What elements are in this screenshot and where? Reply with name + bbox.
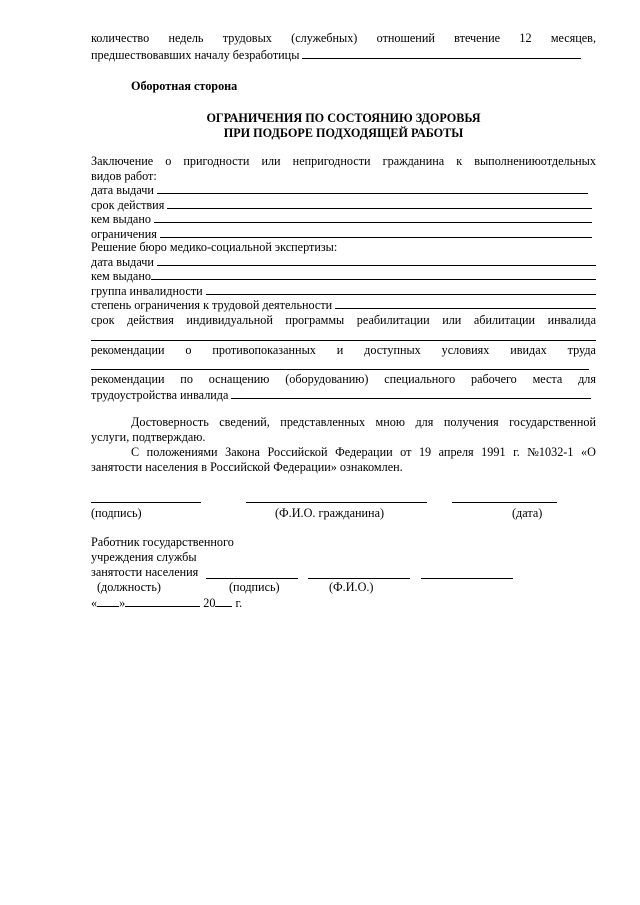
word: 12 xyxy=(519,31,532,45)
word: сведений, xyxy=(219,415,270,429)
intro-unemployment-weeks-blank[interactable] xyxy=(302,47,581,59)
word: индивидуальной xyxy=(186,313,273,327)
word: апреля xyxy=(438,445,474,459)
word: непригодности xyxy=(292,154,371,168)
citizen-fio-caption: (Ф.И.О. гражданина) xyxy=(275,506,385,520)
word: С xyxy=(131,445,140,459)
attest-p2-line-2: занятости населения в Российской Федерации» ознакомлен. xyxy=(91,460,403,474)
conclusion-validity-blank[interactable] xyxy=(167,197,592,209)
word: для xyxy=(578,372,596,386)
employee-fio-blank[interactable] xyxy=(421,578,513,579)
conclusion-restrictions-row: ограничения xyxy=(91,226,592,242)
mse-equip-blank[interactable] xyxy=(231,387,591,399)
employee-signature-blank[interactable] xyxy=(308,578,410,579)
mse-limitation-degree-row: степень ограничения к трудовой деятельности xyxy=(91,297,596,313)
word: от xyxy=(400,445,412,459)
mse-heading: Решение бюро медико-социальной экспертизы: xyxy=(91,240,338,254)
word: рекомендации xyxy=(91,372,165,386)
word: условиях xyxy=(441,343,490,357)
word: «О xyxy=(580,445,596,459)
employee-position-caption: (должность) xyxy=(97,580,161,594)
attest-p1-line-1 xyxy=(131,415,596,430)
word: пригодности xyxy=(183,154,250,168)
mse-disability-group-row: группа инвалидности xyxy=(91,283,596,299)
word: №1032-1 xyxy=(527,445,574,459)
word: по xyxy=(180,372,193,386)
conclusion-issue-date-blank[interactable] xyxy=(157,182,588,194)
conclusion-restrictions-blank[interactable] xyxy=(160,226,592,238)
word: действия xyxy=(127,313,174,327)
mse-recommend-blank[interactable] xyxy=(91,369,589,370)
word: оснащению xyxy=(208,372,270,386)
employee-line-2: учреждения службы xyxy=(91,550,197,564)
word: или xyxy=(442,313,462,327)
mse-issued-by-row: кем выдано xyxy=(91,268,596,284)
word: выполнениюотдельных xyxy=(474,154,596,168)
citizen-date-blank[interactable] xyxy=(452,502,557,503)
word: положениями xyxy=(146,445,218,459)
word: мною xyxy=(375,415,405,429)
mse-issue-date-row: дата выдачи xyxy=(91,254,596,270)
word: программы xyxy=(285,313,345,327)
employee-date-row: « » 20 г. xyxy=(91,596,243,610)
employee-signature-caption: (подпись) xyxy=(229,580,280,594)
word: доступных xyxy=(364,343,421,357)
word: отношений xyxy=(376,31,435,45)
word: для xyxy=(415,415,434,429)
word: противопоказанных xyxy=(212,343,316,357)
employee-month-blank[interactable] xyxy=(125,595,200,607)
conclusion-issue-date-row: дата выдачи xyxy=(91,182,588,198)
title-line-1: ОГРАНИЧЕНИЯ ПО СОСТОЯНИЮ ЗДОРОВЬЯ xyxy=(206,111,481,125)
intro-line-1 xyxy=(91,31,596,46)
mse-recommend-line xyxy=(91,343,596,358)
word: получения xyxy=(443,415,499,429)
citizen-fio-blank[interactable] xyxy=(246,502,427,503)
mse-ipr-blank[interactable] xyxy=(91,340,596,341)
word: или xyxy=(261,154,281,168)
word: о xyxy=(185,343,192,357)
word: представленных xyxy=(280,415,366,429)
employee-line-3: занятости населения xyxy=(91,565,199,579)
conclusion-issued-by-blank[interactable] xyxy=(154,211,592,223)
mse-disability-group-blank[interactable] xyxy=(206,283,596,295)
word: месяцев, xyxy=(550,31,596,45)
mse-issue-date-blank[interactable] xyxy=(157,254,596,266)
employee-year-blank[interactable] xyxy=(215,595,232,607)
reverse-side-label: Оборотная сторона xyxy=(131,79,238,93)
title-line-2: ПРИ ПОДБОРЕ ПОДХОДЯЩЕЙ РАБОТЫ xyxy=(223,126,464,140)
conclusion-validity-row: срок действия xyxy=(91,197,592,213)
word: Заключение xyxy=(91,154,154,168)
word: Федерации xyxy=(335,445,393,459)
employee-position-blank[interactable] xyxy=(206,578,298,579)
word: Закона xyxy=(225,445,260,459)
word: (служебных) xyxy=(291,31,358,45)
conclusion-issued-by-row: кем выдано xyxy=(91,211,592,227)
word: о xyxy=(165,154,172,168)
employee-line-1: Работник государственного xyxy=(91,535,234,549)
word: ивидах xyxy=(510,343,547,357)
word: Достоверность xyxy=(131,415,209,429)
citizen-signature-caption: (подпись) xyxy=(91,506,142,520)
conclusion-line-1 xyxy=(91,154,596,169)
word: абилитации xyxy=(473,313,536,327)
mse-ipr-line xyxy=(91,313,596,328)
word: рекомендации xyxy=(91,343,165,357)
attest-p2-line-1 xyxy=(131,445,596,460)
word: рабочего xyxy=(470,372,517,386)
word: к xyxy=(456,154,463,168)
word: специального xyxy=(384,372,456,386)
mse-equip-line-2: трудоустройства инвалида xyxy=(91,387,591,403)
mse-limitation-degree-blank[interactable] xyxy=(335,297,596,309)
word: срок xyxy=(91,313,115,327)
word: и xyxy=(336,343,344,357)
word: гражданина xyxy=(382,154,445,168)
word: трудовых xyxy=(222,31,272,45)
mse-equip-line-1 xyxy=(91,372,596,387)
citizen-date-caption: (дата) xyxy=(512,506,543,520)
word: 1991 xyxy=(481,445,506,459)
employee-fio-caption: (Ф.И.О.) xyxy=(329,580,374,594)
intro-line-2: предшествовавших началу безработицы xyxy=(91,47,581,63)
word: Российской xyxy=(267,445,328,459)
word: инвалида xyxy=(547,313,596,327)
word: труда xyxy=(567,343,596,357)
word: (оборудованию) xyxy=(285,372,369,386)
word: 19 xyxy=(418,445,432,459)
word: втечение xyxy=(454,31,501,45)
word: реабилитации xyxy=(356,313,430,327)
citizen-signature-blank[interactable] xyxy=(91,502,201,503)
attest-p1-line-2: услуги, подтверждаю. xyxy=(91,430,206,444)
word: количество xyxy=(91,31,150,45)
word: г. xyxy=(513,445,520,459)
word: места xyxy=(532,372,563,386)
conclusion-line-2: видов работ: xyxy=(91,169,157,183)
word: государственной xyxy=(509,415,596,429)
employee-day-blank[interactable] xyxy=(97,595,119,607)
word: недель xyxy=(168,31,204,45)
mse-issued-by-blank[interactable] xyxy=(151,268,596,280)
